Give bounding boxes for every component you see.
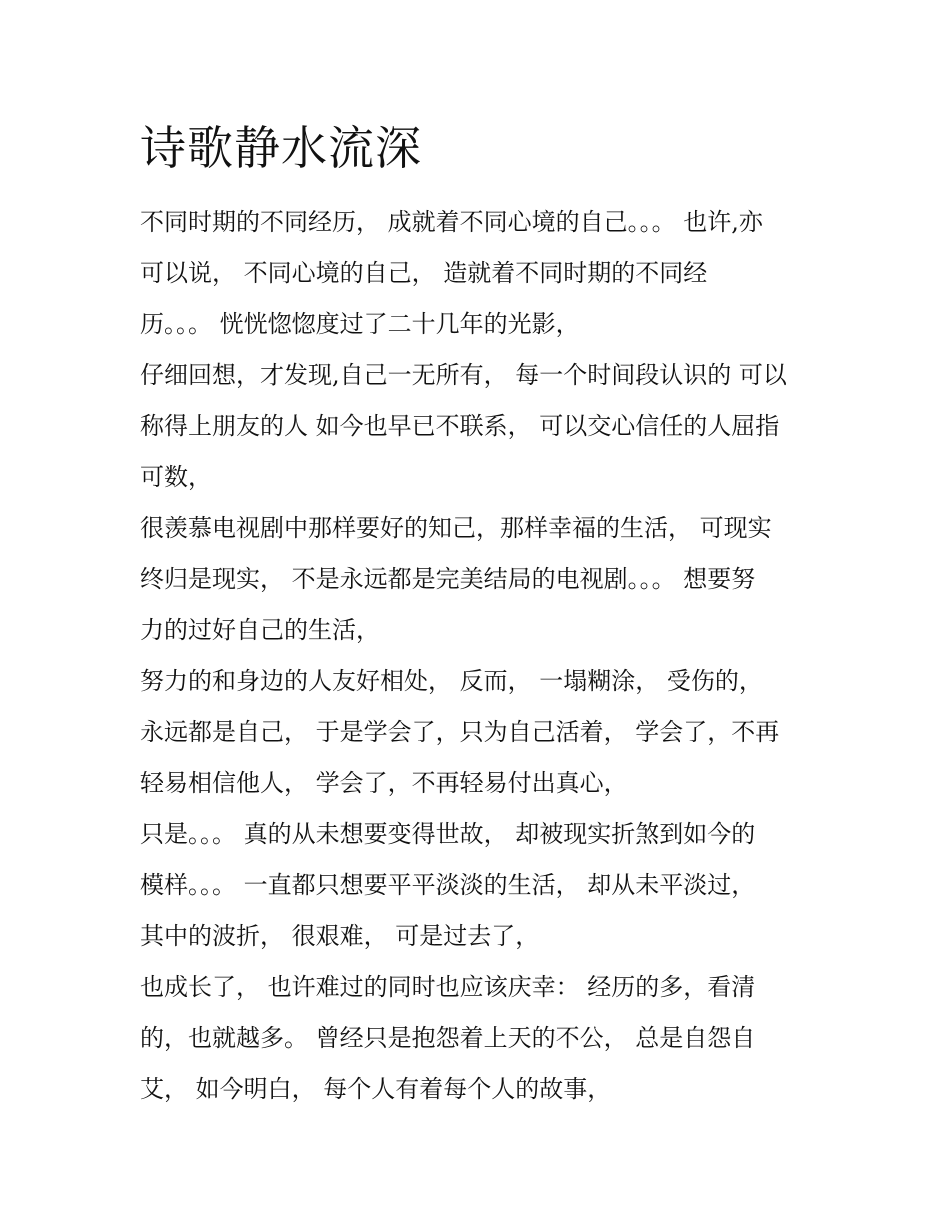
text-line-1: 不同时期的不同经历， 成就着不同心境的自己。。。 也许,亦 [140, 208, 763, 236]
text-line-6: 可数， [140, 463, 212, 491]
text-line-11: 永远都是自己， 于是学会了，只为自己活着， 学会了，不再 [140, 718, 780, 746]
text-line-14: 模样。。。 一直都只想要平平淡淡的生活， 却从未平淡过， [140, 871, 756, 899]
text-line-18: 艾， 如今明白， 每个人有着每个人的故事， [140, 1075, 612, 1103]
text-line-10: 努力的和身边的人友好相处， 反而， 一塌糊涂， 受伤的， [140, 667, 763, 695]
text-line-4: 仔细回想，才发现,自己一无所有， 每一个时间段认识的 可以 [140, 361, 787, 389]
text-line-5: 称得上朋友的人 如今也早已不联系， 可以交心信任的人屈指 [140, 412, 780, 440]
text-line-9: 力的过好自己的生活， [140, 616, 380, 644]
text-line-16: 也成长了， 也许难过的同时也应该庆幸： 经历的多，看清 [140, 973, 756, 1001]
page-title: 诗歌静水流深 [140, 121, 422, 175]
text-line-7: 很羡慕电视剧中那样要好的知己，那样幸福的生活， 可现实 [140, 514, 772, 542]
text-line-12: 轻易相信他人， 学会了，不再轻易付出真心， [140, 769, 628, 797]
poem-body [140, 197, 830, 1115]
text-line-8: 终归是现实， 不是永远都是完美结局的电视剧。。。 想要努 [140, 565, 756, 593]
text-line-17: 的，也就越多。 曾经只是抱怨着上天的不公， 总是自怨自 [140, 1024, 756, 1052]
text-line-2: 可以说， 不同心境的自己， 造就着不同时期的不同经 [140, 259, 708, 287]
text-line-15: 其中的波折， 很艰难， 可是过去了， [140, 922, 540, 950]
text-line-3: 历。。。 恍恍惚惚度过了二十几年的光影， [140, 310, 580, 338]
text-line-13: 只是。。。 真的从未想要变得世故， 却被现实折煞到如今的 [140, 820, 756, 848]
